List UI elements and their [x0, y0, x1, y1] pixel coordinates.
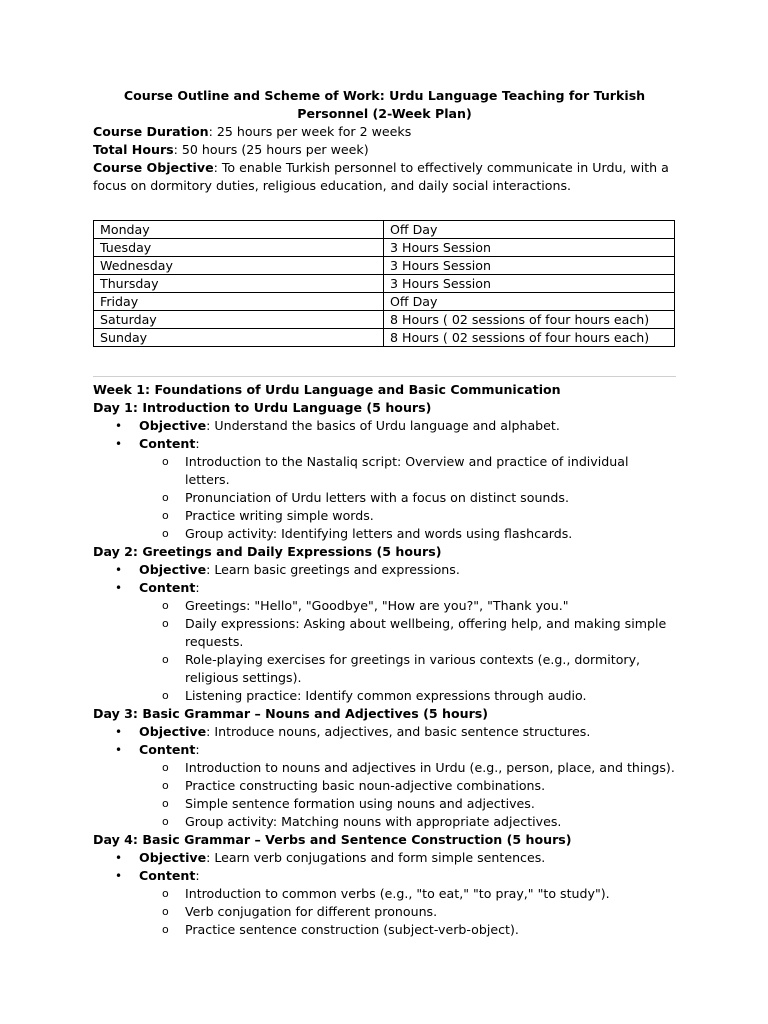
content-bullet [93, 741, 676, 831]
day-4-heading: Day 4: Basic Grammar – Verbs and Sentence Construction (5 hours) [93, 832, 572, 847]
section-divider [93, 376, 676, 377]
day-4-section [93, 831, 676, 939]
content-suffix: : [195, 742, 200, 757]
content-suffix: : [195, 868, 200, 883]
total-hours-line [93, 141, 676, 159]
total-hours-value: : 50 hours (25 hours per week) [173, 142, 369, 157]
objective-text: : Learn basic greetings and expressions. [206, 562, 460, 577]
day-2-heading: Day 2: Greetings and Daily Expressions (5 hours) [93, 544, 442, 559]
day-1-section [93, 399, 676, 543]
objective-bullet [93, 561, 676, 579]
objective-label: Objective [139, 418, 207, 433]
objective-text: : Learn verb conjugations and form simple sentences. [206, 850, 546, 865]
schedule-plan-cell: 3 Hours Session [384, 239, 675, 257]
list-item: o Greetings: "Hello", "Goodbye", "How are you?", "Thank you." [139, 597, 676, 615]
weekly-schedule-table [93, 220, 675, 347]
list-item: o Practice sentence construction (subject-verb-object). [139, 921, 676, 939]
schedule-plan-cell: 8 Hours ( 02 sessions of four hours each) [384, 329, 675, 347]
list-item: o Verb conjugation for different pronouns. [139, 903, 676, 921]
objective-bullet [93, 417, 676, 435]
objective-label: Objective [139, 562, 207, 577]
week-1-heading: Week 1: Foundations of Urdu Language and Basic Communication [93, 382, 561, 397]
schedule-day-cell: Sunday [94, 329, 384, 347]
schedule-day-cell: Monday [94, 221, 384, 239]
day-4-content-list [139, 885, 676, 939]
page-title: Course Outline and Scheme of Work: Urdu Language Teaching for Turkish Personnel (2-Week Plan) [123, 88, 646, 121]
schedule-plan-cell: Off Day [384, 221, 675, 239]
objective-label: Objective [139, 724, 207, 739]
table-row [94, 275, 675, 293]
day-3-bullets [93, 723, 676, 831]
schedule-day-cell: Friday [94, 293, 384, 311]
list-item: o Practice writing simple words. [139, 507, 676, 525]
objective-label: Objective [139, 850, 207, 865]
table-row [94, 239, 675, 257]
document-content [93, 87, 676, 939]
content-label: Content [139, 742, 196, 757]
list-item: o Introduction to nouns and adjectives in Urdu (e.g., person, place, and things). [139, 759, 676, 777]
list-item: o Introduction to common verbs (e.g., "to eat," "to pray," "to study"). [139, 885, 676, 903]
schedule-day-cell: Wednesday [94, 257, 384, 275]
day-1-bullets [93, 417, 676, 543]
table-row [94, 257, 675, 275]
course-duration-line [93, 123, 676, 141]
day-3-content-list [139, 759, 676, 831]
day-1-heading: Day 1: Introduction to Urdu Language (5 hours) [93, 400, 432, 415]
list-item: o Group activity: Identifying letters and words using flashcards. [139, 525, 676, 543]
day-2-section [93, 543, 676, 705]
course-duration-value: : 25 hours per week for 2 weeks [208, 124, 412, 139]
objective-bullet [93, 849, 676, 867]
list-item: o Daily expressions: Asking about wellbeing, offering help, and making simple requests. [139, 615, 676, 651]
list-item: o Pronunciation of Urdu letters with a focus on distinct sounds. [139, 489, 676, 507]
list-item: o Role-playing exercises for greetings in various contexts (e.g., dormitory, religious settings). [139, 651, 676, 687]
schedule-plan-cell: 8 Hours ( 02 sessions of four hours each) [384, 311, 675, 329]
course-objective-line [93, 159, 676, 195]
day-1-content-list [139, 453, 676, 543]
objective-text: : Understand the basics of Urdu language and alphabet. [206, 418, 560, 433]
day-3-section [93, 705, 676, 831]
list-item: o Practice constructing basic noun-adjective combinations. [139, 777, 676, 795]
content-suffix: : [195, 436, 200, 451]
course-objective-label: Course Objective [93, 160, 214, 175]
table-row [94, 311, 675, 329]
content-label: Content [139, 868, 196, 883]
day-3-heading: Day 3: Basic Grammar – Nouns and Adjectives (5 hours) [93, 706, 489, 721]
list-item: o Listening practice: Identify common expressions through audio. [139, 687, 676, 705]
content-bullet [93, 435, 676, 543]
schedule-plan-cell: 3 Hours Session [384, 275, 675, 293]
content-suffix: : [195, 580, 200, 595]
total-hours-label: Total Hours [93, 142, 174, 157]
list-item: o Group activity: Matching nouns with appropriate adjectives. [139, 813, 676, 831]
objective-bullet [93, 723, 676, 741]
course-objective-value: : To enable Turkish personnel to effectively communicate in Urdu, with a focus on dormitory duties, religious education, and daily social interactions. [93, 160, 669, 193]
table-row [94, 293, 675, 311]
table-row [94, 329, 675, 347]
content-bullet [93, 579, 676, 705]
objective-text: : Introduce nouns, adjectives, and basic sentence structures. [206, 724, 591, 739]
content-bullet [93, 867, 676, 939]
day-2-bullets [93, 561, 676, 705]
day-2-content-list [139, 597, 676, 705]
schedule-day-cell: Saturday [94, 311, 384, 329]
list-item: o Simple sentence formation using nouns and adjectives. [139, 795, 676, 813]
day-4-bullets [93, 849, 676, 939]
course-duration-label: Course Duration [93, 124, 209, 139]
schedule-day-cell: Tuesday [94, 239, 384, 257]
content-label: Content [139, 436, 196, 451]
schedule-day-cell: Thursday [94, 275, 384, 293]
list-item: o Introduction to the Nastaliq script: Overview and practice of individual letters. [139, 453, 676, 489]
table-row [94, 221, 675, 239]
schedule-plan-cell: 3 Hours Session [384, 257, 675, 275]
content-label: Content [139, 580, 196, 595]
schedule-plan-cell: Off Day [384, 293, 675, 311]
